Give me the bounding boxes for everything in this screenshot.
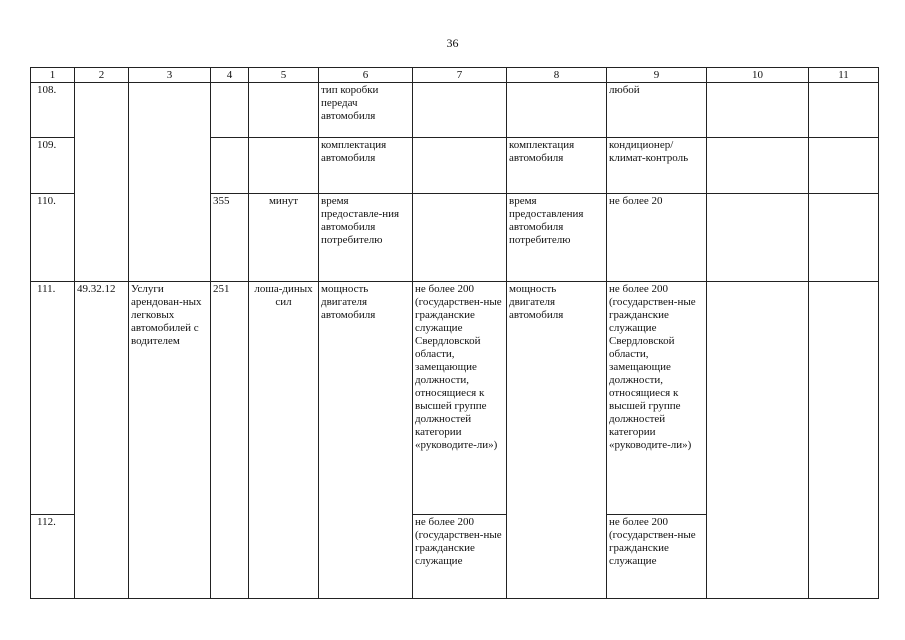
unit-cell: минут <box>249 194 319 282</box>
col-header-7: 7 <box>413 68 507 83</box>
table-cell <box>413 138 507 194</box>
table-row <box>31 138 879 194</box>
value-cell: не более 200 (государствен-ные гражданские служащие Свердловской области, замещающие должности, относящиеся к высшей группе должностей категории «руководите-ли») <box>607 282 707 515</box>
value-cell: любой <box>607 83 707 138</box>
col-header-1: 1 <box>31 68 75 83</box>
characteristic-cell: время предоставления автомобиля потребителю <box>507 194 607 282</box>
page-number: 36 <box>446 36 459 50</box>
value-cell: кондиционер/ климат-контроль <box>607 138 707 194</box>
table-cell <box>707 282 809 599</box>
header-row <box>31 68 879 83</box>
col-header-2: 2 <box>75 68 129 83</box>
row-number: 111. <box>31 282 75 515</box>
value-cell: не более 200 (государствен-ные гражданские служащие Свердловской области, замещающие должности, относящиеся к высшей группе должностей категории «руководите-ли») <box>413 282 507 515</box>
table-cell <box>707 83 809 138</box>
characteristic-cell: мощность двигателя автомобиля <box>507 282 607 599</box>
row-number: 109. <box>31 138 75 194</box>
table-cell <box>211 138 249 194</box>
col-header-10: 10 <box>707 68 809 83</box>
table-cell <box>249 138 319 194</box>
table-cell <box>129 138 211 194</box>
requirements-table <box>30 67 879 599</box>
col-header-6: 6 <box>319 68 413 83</box>
table-cell <box>75 83 129 138</box>
table-cell <box>707 194 809 282</box>
table-row <box>31 282 879 515</box>
table-cell <box>249 83 319 138</box>
value-cell: не более 200 (государствен-ные гражданские служащие <box>607 515 707 599</box>
table-cell <box>507 83 607 138</box>
row-number: 108. <box>31 83 75 138</box>
okpd-code-cell: 49.32.12 <box>75 282 129 599</box>
col-header-3: 3 <box>129 68 211 83</box>
table-cell <box>413 83 507 138</box>
table-row <box>31 83 879 138</box>
table-cell <box>809 282 879 599</box>
value-cell: не более 200 (государствен-ные гражданские служащие <box>413 515 507 599</box>
value-cell: не более 20 <box>607 194 707 282</box>
characteristic-cell: тип коробки передач автомобиля <box>319 83 413 138</box>
table-cell <box>707 138 809 194</box>
col-header-9: 9 <box>607 68 707 83</box>
table-cell <box>809 194 879 282</box>
col-header-8: 8 <box>507 68 607 83</box>
table-cell <box>75 138 129 194</box>
code-cell: 355 <box>211 194 249 282</box>
table-cell <box>809 138 879 194</box>
code-cell: 251 <box>211 282 249 599</box>
table-cell <box>809 83 879 138</box>
col-header-5: 5 <box>249 68 319 83</box>
col-header-11: 11 <box>809 68 879 83</box>
service-name-cell: Услуги арендован-ных легковых автомобилей с водителем <box>129 282 211 599</box>
table-cell <box>211 83 249 138</box>
table-cell <box>129 83 211 138</box>
characteristic-cell: комплектация автомобиля <box>507 138 607 194</box>
col-header-4: 4 <box>211 68 249 83</box>
row-number: 110. <box>31 194 75 282</box>
unit-cell: лоша-диных сил <box>249 282 319 599</box>
table-row <box>31 194 879 282</box>
table-cell <box>413 194 507 282</box>
table-cell <box>129 194 211 282</box>
characteristic-cell: комплектация автомобиля <box>319 138 413 194</box>
table-cell <box>75 194 129 282</box>
characteristic-cell: время предоставле-ния автомобиля потребителю <box>319 194 413 282</box>
characteristic-cell: мощность двигателя автомобиля <box>319 282 413 599</box>
row-number: 112. <box>31 515 75 599</box>
